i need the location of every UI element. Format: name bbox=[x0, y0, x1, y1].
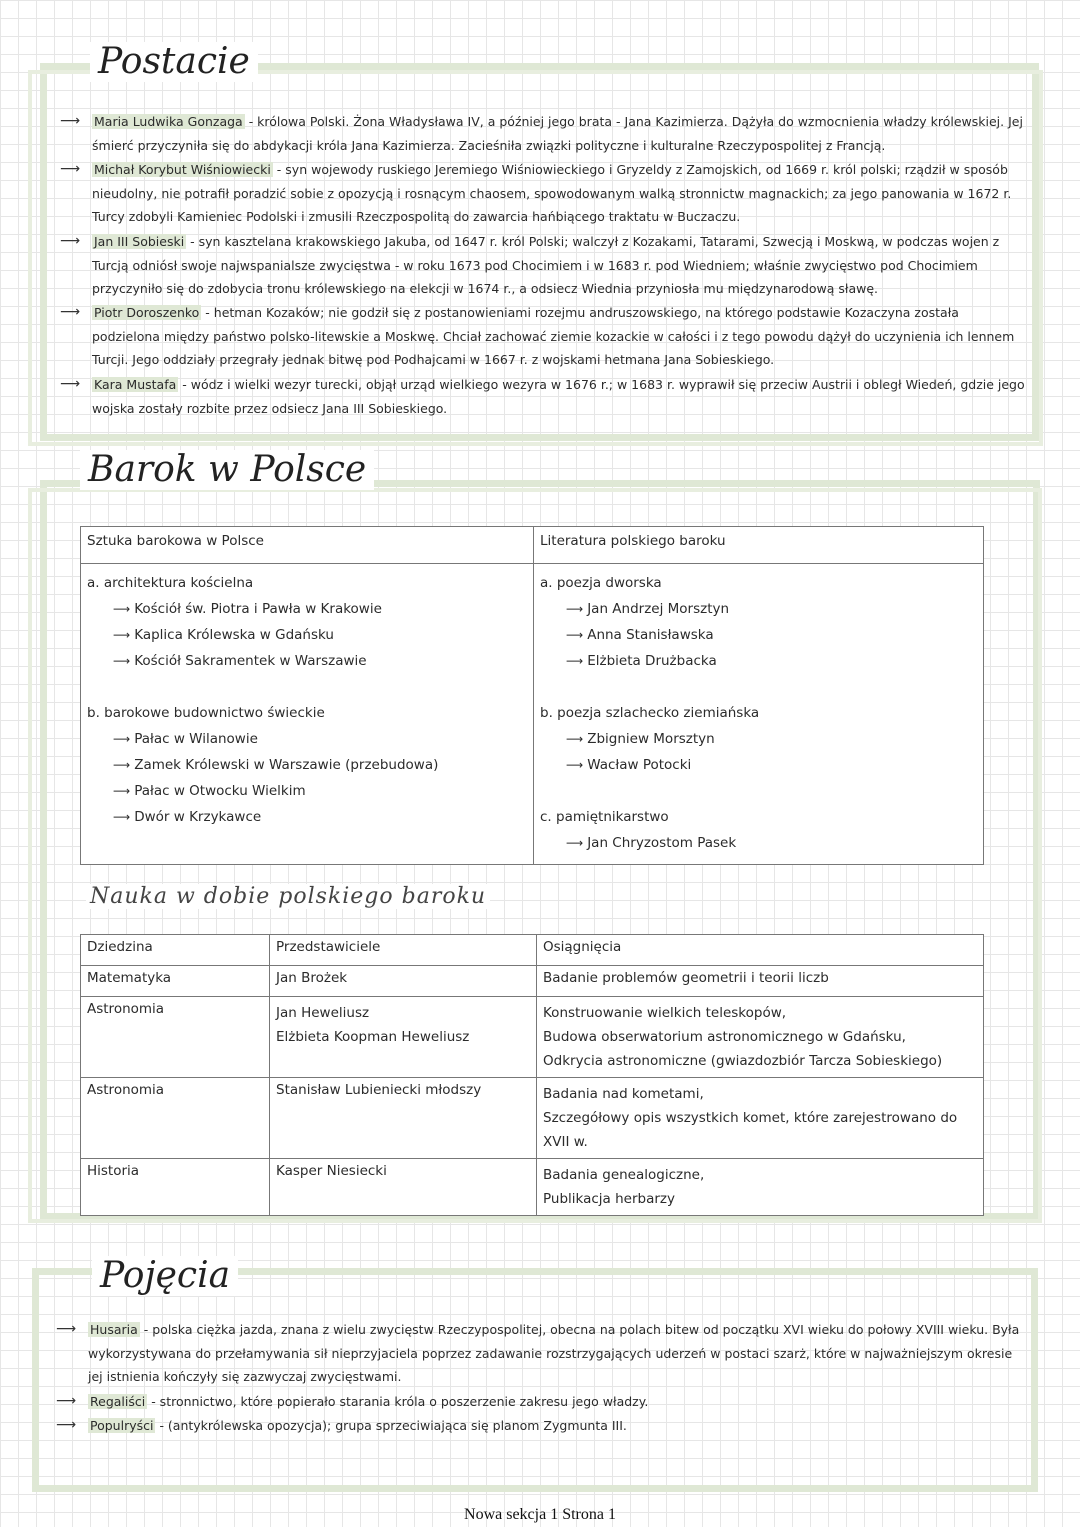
arrow-icon: ⟶ bbox=[113, 810, 131, 824]
arrow-icon: ⟶ bbox=[113, 654, 131, 668]
section-title-postacie: Postacie bbox=[90, 42, 258, 82]
arrow-icon: ⟶ bbox=[566, 628, 584, 642]
list-item: ⟶ Kaplica Królewska w Gdańsku bbox=[113, 627, 334, 643]
list-item: ⟶ Zamek Królewski w Warszawie (przebudowa) bbox=[113, 757, 439, 773]
list-item: ⟶ Jan Chryzostom Pasek bbox=[566, 835, 737, 851]
art-group-label: b. barokowe budownictwo świeckie bbox=[87, 705, 325, 721]
art-column bbox=[81, 564, 534, 865]
literature-column bbox=[534, 564, 984, 865]
entry-jan-sobieski bbox=[60, 230, 1030, 301]
cell-people: Jan Brożek bbox=[270, 966, 537, 997]
list-item: ⟶ Elżbieta Drużbacka bbox=[566, 653, 717, 669]
table-row bbox=[81, 997, 984, 1078]
table-row bbox=[81, 966, 984, 997]
table-row bbox=[81, 1159, 984, 1216]
cell-field: Astronomia bbox=[81, 997, 270, 1078]
cell-field: Matematyka bbox=[81, 966, 270, 997]
list-item: ⟶ Kościół Sakramentek w Warszawie bbox=[113, 653, 367, 669]
list-item: ⟶ Kościół św. Piotra i Pawła w Krakowie bbox=[113, 601, 382, 617]
list-item: ⟶ Jan Andrzej Morsztyn bbox=[566, 601, 730, 617]
entry-piotr-doroszenko bbox=[60, 301, 1030, 372]
cell-field: Historia bbox=[81, 1159, 270, 1216]
entry-regalisci bbox=[56, 1390, 1030, 1414]
arrow-icon: ⟶ bbox=[113, 732, 131, 746]
section-title-pojecia: Pojęcia bbox=[92, 1256, 238, 1296]
literature-group-label: b. poezja szlachecko ziemiańska bbox=[540, 705, 760, 721]
entry-text: - polska ciężka jazda, znana z wielu zwycięstw Rzeczypospolitej, obecna na polach bitew od początku XVI wieku do połowy XVIII wieku. Była wykorzystywana do przełamywania sił nieprzyjaciela poprzez zadawanie rozstrzygających uderzeń w postaci szarż, które w najważniejszym okresie jej istnienia kończyły się zazwyczaj zwycięstwami. bbox=[88, 1322, 1020, 1384]
list-item: ⟶ Dwór w Krzykawce bbox=[113, 809, 262, 825]
entry-text: - hetman Kozaków; nie godził się z postanowieniami rozejmu andruszowskiego, na którego podstawie Kozaczyna została podzielona między państwo polsko-litewskie a Moskwę. Chciał zachować ziemie kozackie w całości i z tego powodu dążył do uczynienia ich lennem Turcji. Jego oddziały przegrały jednak bitwę pod Podhajcami w 1667 r. z wojskami hetmana Jana Sobieskiego. bbox=[92, 305, 1015, 367]
entry-maria-ludwika bbox=[60, 110, 1030, 157]
cell-field: Astronomia bbox=[81, 1078, 270, 1159]
arrow-icon: ⟶ bbox=[113, 602, 131, 616]
entry-name: Michał Korybut Wiśniowiecki bbox=[94, 162, 271, 177]
arrow-icon: ⟶ bbox=[113, 758, 131, 772]
list-item: ⟶ Pałac w Wilanowie bbox=[113, 731, 258, 747]
page-footer: Nowa sekcja 1 Strona 1 bbox=[464, 1506, 616, 1523]
art-literature-table bbox=[80, 526, 984, 865]
arrow-icon: ⟶ bbox=[566, 836, 584, 850]
arrow-icon: ⟶ bbox=[56, 1417, 77, 1433]
arrow-icon: ⟶ bbox=[56, 1321, 77, 1337]
arrow-icon: ⟶ bbox=[566, 654, 584, 668]
arrow-icon: ⟶ bbox=[566, 758, 584, 772]
literature-group-label: c. pamiętnikarstwo bbox=[540, 809, 669, 825]
list-item: ⟶ Zbigniew Morsztyn bbox=[566, 731, 715, 747]
header-dziedzina: Dziedzina bbox=[81, 935, 270, 966]
entry-husaria bbox=[56, 1318, 1030, 1389]
arrow-icon: ⟶ bbox=[60, 113, 81, 129]
literature-header: Literatura polskiego baroku bbox=[534, 527, 984, 564]
arrow-icon: ⟶ bbox=[60, 233, 81, 249]
cell-achievements: Konstruowanie wielkich teleskopów, Budowa obserwatorium astronomicznego w Gdańsku, Odkrycia astronomiczne (gwiazdozbiór Tarcza Sobieskiego) bbox=[537, 997, 984, 1078]
art-literature-header-row bbox=[81, 527, 984, 564]
cell-people: Kasper Niesiecki bbox=[270, 1159, 537, 1216]
entry-name: Regaliści bbox=[90, 1394, 146, 1409]
entry-text: - syn wojewody ruskiego Jeremiego Wiśniowieckiego i Gryzeldy z Zamojskich, od 1669 r. król polski; rządził w sposób nieudolny, nie potrafił poradzić sobie z opozycją i rosnącym chaosem, spowodowanym walką stronnictw magnackich; za jego panowania w 1672 r. Turcy zdobyli Kamieniec Podolski i zmusili Rzeczpospolitą do zawarcia hańbiącego traktatu w Buczaczu. bbox=[92, 162, 1012, 224]
entry-name: Husaria bbox=[90, 1322, 138, 1337]
entry-text: - stronnictwo, które popierało starania króla o poszerzenie zakresu jego władzy. bbox=[147, 1394, 649, 1409]
art-header: Sztuka barokowa w Polsce bbox=[81, 527, 534, 564]
cell-achievements: Badania nad kometami, Szczegółowy opis wszystkich komet, które zarejestrowano do XVII w. bbox=[537, 1078, 984, 1159]
entry-text: - wódz i wielki wezyr turecki, objął urząd wielkiego wezyra w 1676 r.; w 1683 r. wyprawił się przeciw Austrii i obległ Wiedeń, gdzie jego wojska zostały rozbite przez odsiecz Jana III Sobieskiego. bbox=[92, 377, 1025, 416]
entry-name: Populryści bbox=[90, 1418, 154, 1433]
entry-name: Kara Mustafa bbox=[94, 377, 177, 392]
arrow-icon: ⟶ bbox=[60, 161, 81, 177]
list-item: ⟶ Anna Stanisławska bbox=[566, 627, 714, 643]
science-table bbox=[80, 934, 984, 1216]
arrow-icon: ⟶ bbox=[113, 784, 131, 798]
arrow-icon: ⟶ bbox=[56, 1393, 77, 1409]
table-row bbox=[81, 1078, 984, 1159]
arrow-icon: ⟶ bbox=[566, 602, 584, 616]
cell-people: Jan Heweliusz Elżbieta Koopman Heweliusz bbox=[270, 997, 537, 1078]
entry-michal-korybut bbox=[60, 158, 1030, 229]
list-item: ⟶ Pałac w Otwocku Wielkim bbox=[113, 783, 306, 799]
science-title: Nauka w dobie polskiego baroku bbox=[86, 884, 490, 909]
entry-name: Jan III Sobieski bbox=[94, 234, 185, 249]
cell-achievements: Badania genealogiczne, Publikacja herbarzy bbox=[537, 1159, 984, 1216]
entry-popularysci bbox=[56, 1414, 1030, 1438]
entry-name: Piotr Doroszenko bbox=[94, 305, 200, 320]
entry-text: - (antykrólewska opozycja); grupa sprzeciwiająca się planom Zygmunta III. bbox=[155, 1418, 627, 1433]
arrow-icon: ⟶ bbox=[113, 628, 131, 642]
header-przedstawiciele: Przedstawiciele bbox=[270, 935, 537, 966]
arrow-icon: ⟶ bbox=[566, 732, 584, 746]
section-title-barok: Barok w Polsce bbox=[80, 450, 374, 490]
list-item: ⟶ Wacław Potocki bbox=[566, 757, 692, 773]
science-header-row bbox=[81, 935, 984, 966]
arrow-icon: ⟶ bbox=[60, 304, 81, 320]
art-literature-content-row bbox=[81, 564, 984, 865]
cell-people: Stanisław Lubieniecki młodszy bbox=[270, 1078, 537, 1159]
art-group-label: a. architektura kościelna bbox=[87, 575, 254, 591]
entry-name: Maria Ludwika Gonzaga bbox=[94, 114, 243, 129]
entry-kara-mustafa bbox=[60, 373, 1030, 420]
entry-text: - syn kasztelana krakowskiego Jakuba, od 1647 r. król Polski; walczył z Kozakami, Tatarami, Szwecją i Moskwą, w podczas wojen z Turcją odniósł swoje najwspanialsze zwycięstwa - w roku 1673 pod Chocimiem i w 1683 r. pod Wiedniem; właśnie zwycięstwo pod Chocimiem przyczyniło się do zdobycia tronu królewskiego na elekcji w 1674 r., a odsiecz Wiednia przyniosła mu międzynarodową sławę. bbox=[92, 234, 1000, 296]
header-osiagniecia: Osiągnięcia bbox=[537, 935, 984, 966]
cell-achievements: Badanie problemów geometrii i teorii liczb bbox=[537, 966, 984, 997]
arrow-icon: ⟶ bbox=[60, 376, 81, 392]
literature-group-label: a. poezja dworska bbox=[540, 575, 662, 591]
entry-text: - królowa Polski. Żona Władysława IV, a później jego brata - Jana Kazimierza. Dążyła do wzmocnienia władzy królewskiej. Jej śmierć przyczyniła się do abdykacji króla Jana Kazimierza. Zacieśniła związki polityczne i kulturalne Rzeczypospolitej z Francją. bbox=[92, 114, 1023, 153]
